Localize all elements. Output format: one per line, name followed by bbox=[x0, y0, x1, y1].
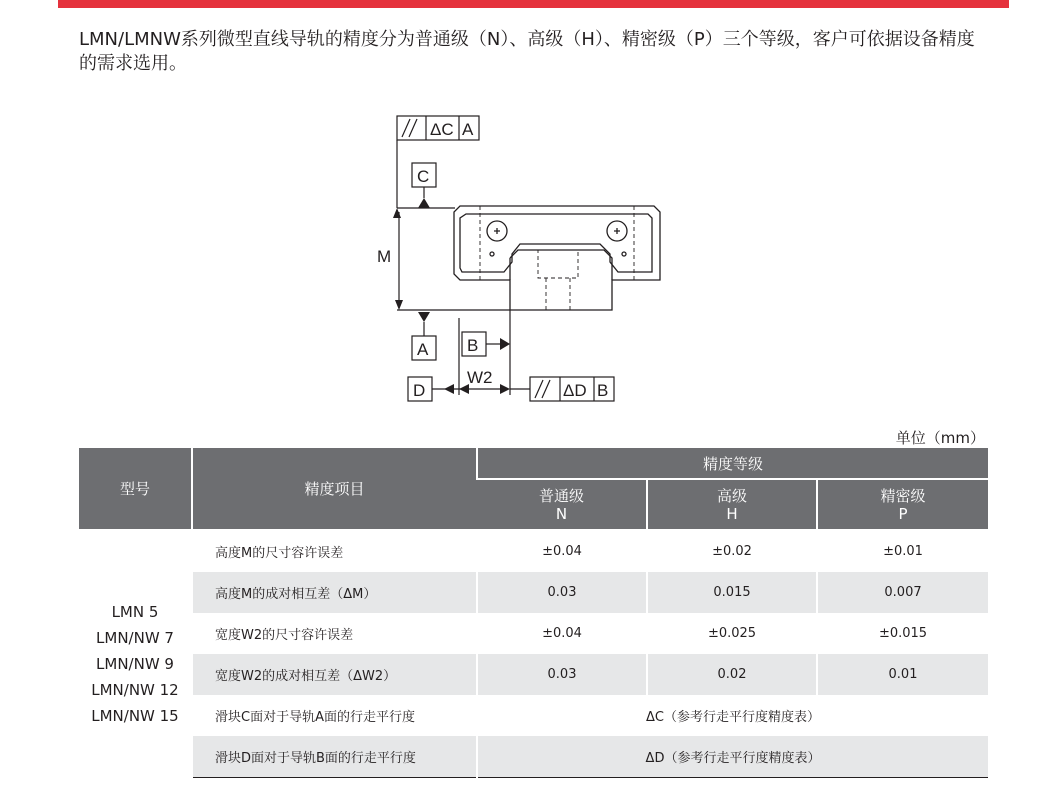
value-merged: ΔC（参考行走平行度精度表） bbox=[477, 695, 988, 736]
row-item: 滑块C面对于导轨A面的行走平行度 bbox=[192, 695, 477, 736]
slider-block bbox=[454, 206, 660, 310]
header-grade-group: 精度等级 bbox=[477, 448, 988, 479]
frame-top-datum: A bbox=[462, 120, 474, 139]
label-m: M bbox=[377, 247, 392, 266]
intro-text: LMN/LMNW系列微型直线导轨的精度分为普通级（N）、高级（H）、精密级（P）三个等级，客户可依据设备精度的需求选用。 bbox=[79, 29, 975, 74]
header-item: 精度项目 bbox=[192, 448, 477, 530]
table-row bbox=[79, 695, 988, 736]
table-row bbox=[79, 572, 988, 613]
frame-symbols: //// bbox=[0, 0, 2, 1]
model-list: LMN 5 LMN/NW 7 LMN/NW 9 LMN/NW 12 LMN/NW 15 bbox=[79, 530, 192, 778]
row-item: 滑块D面对于导轨B面的行走平行度 bbox=[192, 736, 477, 778]
value-merged: ΔD（参考行走平行度精度表） bbox=[477, 736, 988, 778]
value-p: ±0.01 bbox=[817, 530, 988, 572]
frame-top-tolerance: ΔC bbox=[430, 120, 454, 139]
value-n: 0.03 bbox=[477, 654, 647, 695]
label-w2: W2 bbox=[467, 368, 493, 387]
value-n: ±0.04 bbox=[477, 613, 647, 654]
label-b: B bbox=[467, 336, 479, 355]
header-grade-h: 高级 H bbox=[647, 479, 817, 530]
value-n: ±0.04 bbox=[477, 530, 647, 572]
row-item: 宽度W2的尺寸容许误差 bbox=[192, 613, 477, 654]
label-a: A bbox=[417, 340, 429, 359]
frame-bottom-tolerance: ΔD bbox=[563, 381, 587, 400]
table-row bbox=[79, 530, 988, 572]
value-h: ±0.025 bbox=[647, 613, 817, 654]
value-p: 0.01 bbox=[817, 654, 988, 695]
table-row bbox=[79, 654, 988, 695]
value-n: 0.03 bbox=[477, 572, 647, 613]
value-p: 0.007 bbox=[817, 572, 988, 613]
header-model: 型号 bbox=[79, 448, 192, 530]
value-h: 0.02 bbox=[647, 654, 817, 695]
row-item: 宽度W2的成对相互差（ΔW2） bbox=[192, 654, 477, 695]
accuracy-table bbox=[79, 448, 988, 778]
header-grade-n: 普通级 N bbox=[477, 479, 647, 530]
unit-label: 单位（mm） bbox=[895, 429, 985, 447]
value-h: ±0.02 bbox=[647, 530, 817, 572]
label-d: D bbox=[413, 381, 426, 400]
value-p: ±0.015 bbox=[817, 613, 988, 654]
value-h: 0.015 bbox=[647, 572, 817, 613]
header-grade-p: 精密级 P bbox=[817, 479, 988, 530]
row-item: 高度M的成对相互差（ΔM） bbox=[192, 572, 477, 613]
row-item: 高度M的尺寸容许误差 bbox=[192, 530, 477, 572]
label-c: C bbox=[417, 167, 430, 186]
table-row bbox=[79, 736, 988, 778]
frame-bottom-datum: B bbox=[597, 381, 609, 400]
table-row bbox=[79, 613, 988, 654]
